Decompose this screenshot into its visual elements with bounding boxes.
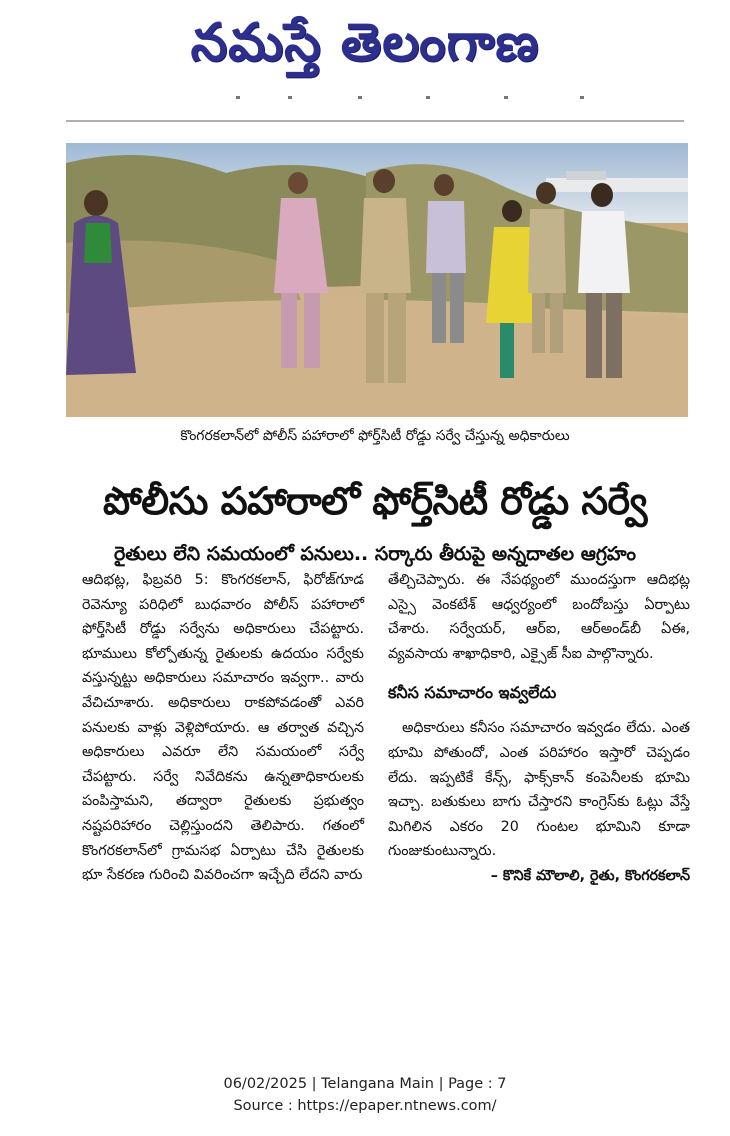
news-photo <box>66 143 688 417</box>
newspaper-title: నమస్తే తెలంగాణ <box>190 13 540 73</box>
article-subheadline: రైతులు లేని సమయంలో పనులు.. సర్కారు తీరుపై అన్నదాతల ఆగ్రహం <box>113 543 636 565</box>
quote-attribution: – కొనికే మౌలాలి, రైతు, కొంగరకలాన్‌ <box>490 867 690 884</box>
article-paragraph: ఆదిభట్ల, ఫిబ్రవరి 5: కొంగరకలాన్‌, ఫిరోజ్‌గూడ రెవెన్యూ పరిధిలో బుధవారం పోలీస్‌ పహారాలో ఫోర్త్‌సిటీ రోడ్డు సర్వేను అధికారులు చేపట్టారు. భూములు కోల్పోతున్న రైతులకు ఉదయం సర్వేకు వస్తున్నట్టు అధికారులు సమాచారం ఇవ్వగా.. వారు వేచిచూశారు. అధికారులు రాకపోవడంతో ఎవరి పనులకు వాళ్లు వెళ్లిపోయారు. ఆ తర్వాత వచ్చిన అధికారులు ఎవరూ లేని సమయంలో సర్వే చేపట్టారు. సర్వే నివేదికను ఉన్నతాధికారులకు పంపిస్తామని, తద్వారా రైతులకు ప్రభుత్వం నష్టపరిహారం చెల్లిస్తుందని తెలిపారు. గతంలో కొంగరకలాన్‌లో గ్రామసభ ఏర్పాటు చేసి రైతులకు భూ సేకరణ గురించి వివరించగా ఇచ్చేది లేదని వారు <box>82 572 364 884</box>
farmer-quote: అధికారులు కనీసం సమాచారం ఇవ్వడం లేదు. ఎంత భూమి పోతుందో, ఎంత పరిహారం ఇస్తారో చెప్పడం లేదు. ఇప్పటికే కేన్స్‌, ఫాక్స్‌కాన్‌ కంపెనీలకు భూమి ఇచ్చా. బతుకులు బాగు చేస్తారని కాంగ్రెస్‌కు ఓట్లు వేస్తే మిగిలిన ఎకరం 20 గుంటల భూమిని కూడా గుంజుకుంటున్నారు. <box>388 720 690 860</box>
source-link[interactable]: Source : https://epaper.ntnews.com/ <box>233 1098 497 1114</box>
article-body-right-column <box>388 568 690 889</box>
header-divider <box>66 120 684 122</box>
photo-caption: కొంగరకలాన్‌లో పోలీస్‌ పహారాలో ఫోర్త్‌సిటీ రోడ్డు సర్వే చేస్తున్న అధికారులు <box>180 428 570 444</box>
sidebar-heading: కనీస సమాచారం ఇవ్వలేదు <box>388 683 557 703</box>
article-paragraph-continued: తేల్చిచెప్పారు. ఈ నేపథ్యంలో ముందస్తుగా ఆదిభట్ల ఎస్సై వెంకటేశ్‌ ఆధ్వర్యంలో బందోబస్తు ఏర్పాటు చేశారు. సర్వేయర్‌, ఆర్‌ఐ, ఆర్‌అండ్‌బీ ఏఈ, వ్యవసాయ శాఖాధికారి, ఎక్సైజ్‌ సీఐ పాల్గొన్నారు. <box>388 572 690 662</box>
edition-info: 06/02/2025 | Telangana Main | Page : 7 <box>223 1076 507 1092</box>
masthead <box>0 0 730 100</box>
article-headline: పోలీసు పహారాలో ఫోర్త్‌సిటీ రోడ్డు సర్వే <box>103 479 647 523</box>
masthead-ornament <box>236 96 586 100</box>
article-body-left-column <box>82 568 364 888</box>
